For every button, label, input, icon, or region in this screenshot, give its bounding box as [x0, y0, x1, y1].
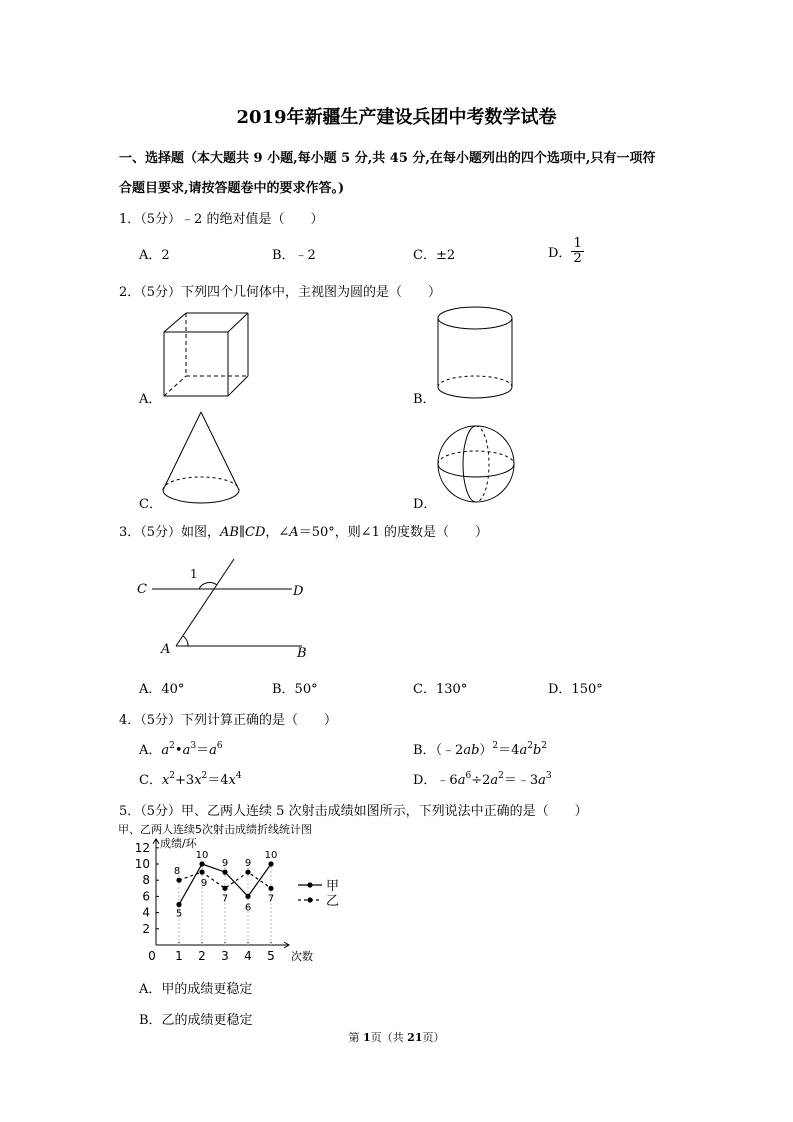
page-total: 21: [407, 1031, 423, 1044]
section-text: 一、选择题（本大题共: [119, 151, 254, 166]
data-label: 9: [221, 858, 229, 870]
data-label: 8: [173, 866, 181, 878]
q5-option-a: A．甲的成绩更稳定: [139, 982, 253, 997]
section-points: 5: [341, 151, 351, 166]
q1-option-d: [548, 237, 584, 266]
data-label: 7: [221, 893, 229, 905]
q5-stem: 5．（5分）甲、乙两人连续 5 次射击成绩如图所示，下列说法中正确的是（ ）: [119, 804, 588, 819]
q3-option-c: C．130°: [413, 682, 468, 697]
page-footer: [0, 1029, 793, 1045]
option-label: C．: [139, 773, 162, 788]
q2-option-d: D．: [413, 497, 437, 512]
cylinder-figure: [436, 305, 516, 405]
data-label: 7: [267, 893, 275, 905]
q5-option-b: B．乙的成绩更稳定: [139, 1013, 253, 1028]
data-label: 9: [244, 858, 252, 870]
q1-stem: 1．（5分）﹣2 的绝对值是（ ）: [119, 212, 324, 227]
legend-marker: [307, 897, 312, 902]
q1-option-c: C．±2: [413, 248, 456, 263]
legend-label: 乙: [326, 894, 340, 909]
q3-stem: [119, 521, 488, 540]
stem-text: ，∠: [265, 525, 290, 540]
data-label: 6: [244, 902, 252, 914]
data-point: [176, 878, 181, 883]
y-tick-label: 12: [134, 840, 150, 855]
data-point: [245, 870, 250, 875]
data-point: [245, 894, 250, 899]
legend-marker: [307, 882, 312, 887]
data-label: 10: [195, 850, 209, 861]
x-tick-label: 0: [148, 949, 156, 963]
label-angle-1: 1: [190, 567, 198, 581]
x-tick-label: 1: [175, 949, 183, 963]
q4-stem: 4．（5分）下列计算正确的是（ ）: [119, 713, 338, 728]
data-point: [176, 902, 181, 907]
legend-label: 甲: [326, 879, 340, 894]
data-label: 9: [200, 878, 208, 890]
section-text: 分,共: [350, 151, 390, 166]
angle-a: A: [289, 525, 299, 540]
label-d: D: [293, 584, 304, 599]
data-point: [222, 886, 227, 891]
chart-title: 甲、乙两人连续5次射击成绩折线统计图: [118, 823, 312, 836]
y-tick-label: 6: [142, 889, 150, 904]
footer-text: 页）: [422, 1031, 445, 1044]
footer-text: 页（共: [370, 1031, 408, 1044]
parallel-symbol: ∥: [239, 525, 246, 540]
q1-option-a: A．2: [139, 248, 170, 263]
q4-option-c: C．$x^2+3x^2=4x^4$: [139, 771, 242, 788]
data-label: 5: [175, 908, 183, 920]
sphere-figure: [436, 423, 518, 507]
section-heading-line2: 合题目要求,请按答题卷中的要求作答。): [119, 181, 345, 196]
stem-text: ＝50°，则∠1 的度数是（ ）: [298, 525, 489, 540]
stem-text: 3．（5分）如图，: [119, 525, 221, 540]
x-tick-label: 2: [198, 949, 206, 963]
q4-option-d: D．$﹣6a^6\div 2a^2=﹣3a^3$: [413, 771, 552, 788]
option-label: D．﹣6: [413, 773, 458, 788]
y-tick-label: 2: [142, 921, 150, 936]
q4-option-a: A．$a^2•a^3=a^6$: [139, 741, 223, 758]
section-text: 小题,每小题: [262, 151, 342, 166]
q1-option-b: B．﹣2: [272, 248, 316, 263]
q2-stem: 2．（5分）下列四个几何体中，主视图为圆的是（ ）: [119, 285, 442, 300]
y-tick-label: 4: [142, 905, 150, 920]
page-number: 1: [363, 1031, 371, 1044]
label-c: C: [137, 582, 147, 597]
section-total: 45: [389, 151, 408, 166]
label-a: A: [161, 642, 171, 657]
y-tick-label: 8: [142, 873, 150, 888]
data-point: [199, 870, 204, 875]
cone-figure: [160, 410, 245, 510]
x-tick-label: 4: [244, 949, 252, 963]
data-point: [268, 886, 273, 891]
section-heading: [119, 147, 655, 166]
page-title: 2019年新疆生产建设兵团中考数学试卷: [236, 107, 557, 128]
fraction-numerator: 1: [573, 236, 582, 251]
x-tick-label: 3: [221, 949, 229, 963]
data-point: [222, 870, 227, 875]
q3-option-d: D．150°: [548, 682, 603, 697]
y-tick-label: 10: [134, 857, 150, 871]
footer-text: 第: [348, 1031, 364, 1044]
data-point: [199, 861, 204, 866]
y-axis-label: 成绩/环: [160, 836, 197, 850]
fraction: [571, 237, 583, 266]
section-count: 9: [253, 151, 263, 166]
q3-option-b: B．50°: [272, 682, 318, 697]
line-chart: [118, 820, 360, 970]
segment-ab: AB: [220, 525, 239, 540]
option-label: B．（﹣2: [413, 743, 464, 758]
parallel-lines-figure: [130, 555, 330, 665]
option-label: A．: [139, 743, 162, 758]
q4-option-b: B．$(﹣2ab)^2=4a^2b^2$: [413, 741, 547, 758]
cube-figure: [160, 310, 260, 405]
data-label: 10: [264, 850, 278, 861]
segment-cd: CD: [245, 525, 266, 540]
q3-option-a: A．40°: [139, 682, 185, 697]
x-axis-label: 次数: [291, 950, 313, 963]
q2-option-b: B．: [413, 392, 436, 407]
q2-option-c: C．: [139, 497, 162, 512]
section-text: 分,在每小题列出的四个选项中,只有一项符: [407, 151, 656, 166]
data-point: [268, 861, 273, 866]
q2-option-a: A．: [139, 392, 162, 407]
x-tick-label: 5: [267, 949, 275, 963]
option-label: D．: [548, 246, 572, 261]
fraction-denominator: 2: [573, 251, 582, 266]
label-b: B: [297, 646, 307, 661]
